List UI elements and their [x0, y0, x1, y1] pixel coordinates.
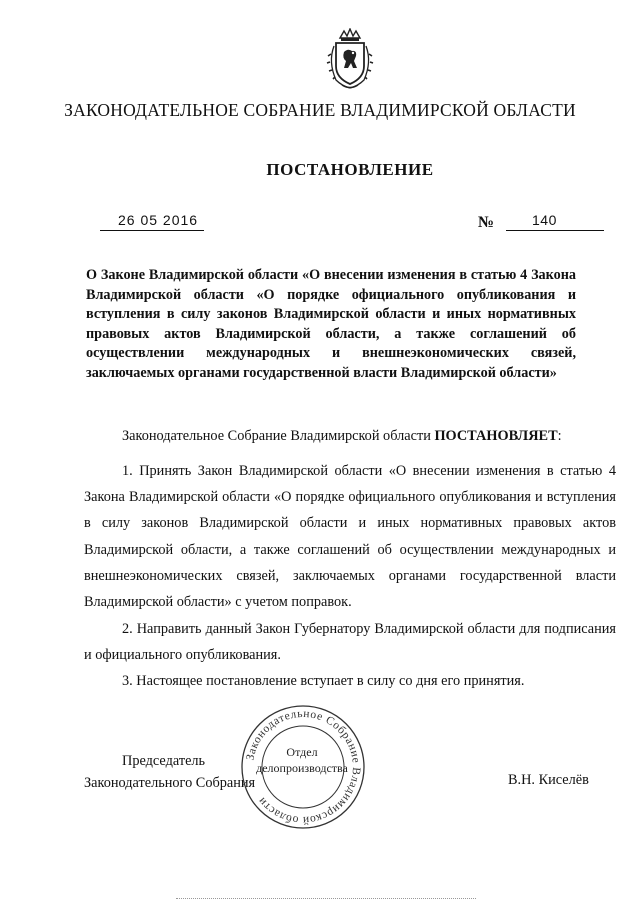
preamble-keyword: ПОСТАНОВЛЯЕТ	[434, 428, 558, 444]
preamble-colon: :	[557, 428, 562, 444]
stamp-ring-text: Законодательное Собрание Владимирской области	[244, 707, 363, 827]
stamp-center-line-1: Отдел	[286, 745, 318, 759]
bottom-divider	[176, 898, 476, 899]
number-label: №	[478, 214, 495, 231]
document-type: ПОСТАНОВЛЕНИЕ	[266, 160, 434, 179]
document-subject: О Законе Владимирской области «О внесении изменения в статью 4 Закона Владимирской области «О порядке официального опубликования и вступления в силу законов Владимирской области и иных нормативных правовых актов Владимирской области, а также соглашений об осуществлении международных и внешнеэкономических связей, заключаемых органами государственной власти Владимирской области»	[86, 267, 576, 381]
stamp-center-line-2: делопроизводства	[256, 761, 348, 775]
number-field	[506, 212, 604, 231]
date-field	[100, 212, 204, 231]
item-3: 3. Настоящее постановление вступает в силу со дня его принятия.	[122, 673, 525, 689]
signatory-position	[84, 750, 255, 794]
coat-of-arms-icon	[324, 28, 376, 90]
signatory-name: В.Н. Киселёв	[508, 772, 589, 788]
organization-title: ЗАКОНОДАТЕЛЬНОЕ СОБРАНИЕ ВЛАДИМИРСКОЙ ОБЛАСТИ	[64, 100, 576, 120]
item-2: 2. Направить данный Закон Губернатору Владимирской области для подписания и официального опубликования.	[84, 621, 616, 664]
date-value: 26 05 2016	[118, 212, 199, 228]
item-1: 1. Принять Закон Владимирской области «О внесении изменения в статью 4 Закона Владимирской области «О порядке официального опубликования и вступления в силу законов Владимирской области и иных нормативных правовых актов Владимирской области, а также соглашений об осуществлении международных и внешнеэкономических связей, заключаемых органами государственной власти Владимирской области» с учетом поправок.	[84, 463, 616, 611]
preamble-text: Законодательное Собрание Владимирской области	[122, 428, 435, 444]
position-line-2: Законодательного Собрания	[84, 775, 256, 791]
number-value: 140	[532, 212, 557, 228]
preamble	[122, 428, 602, 445]
stamp-center	[252, 744, 352, 776]
position-line-1: Председатель	[122, 753, 206, 769]
